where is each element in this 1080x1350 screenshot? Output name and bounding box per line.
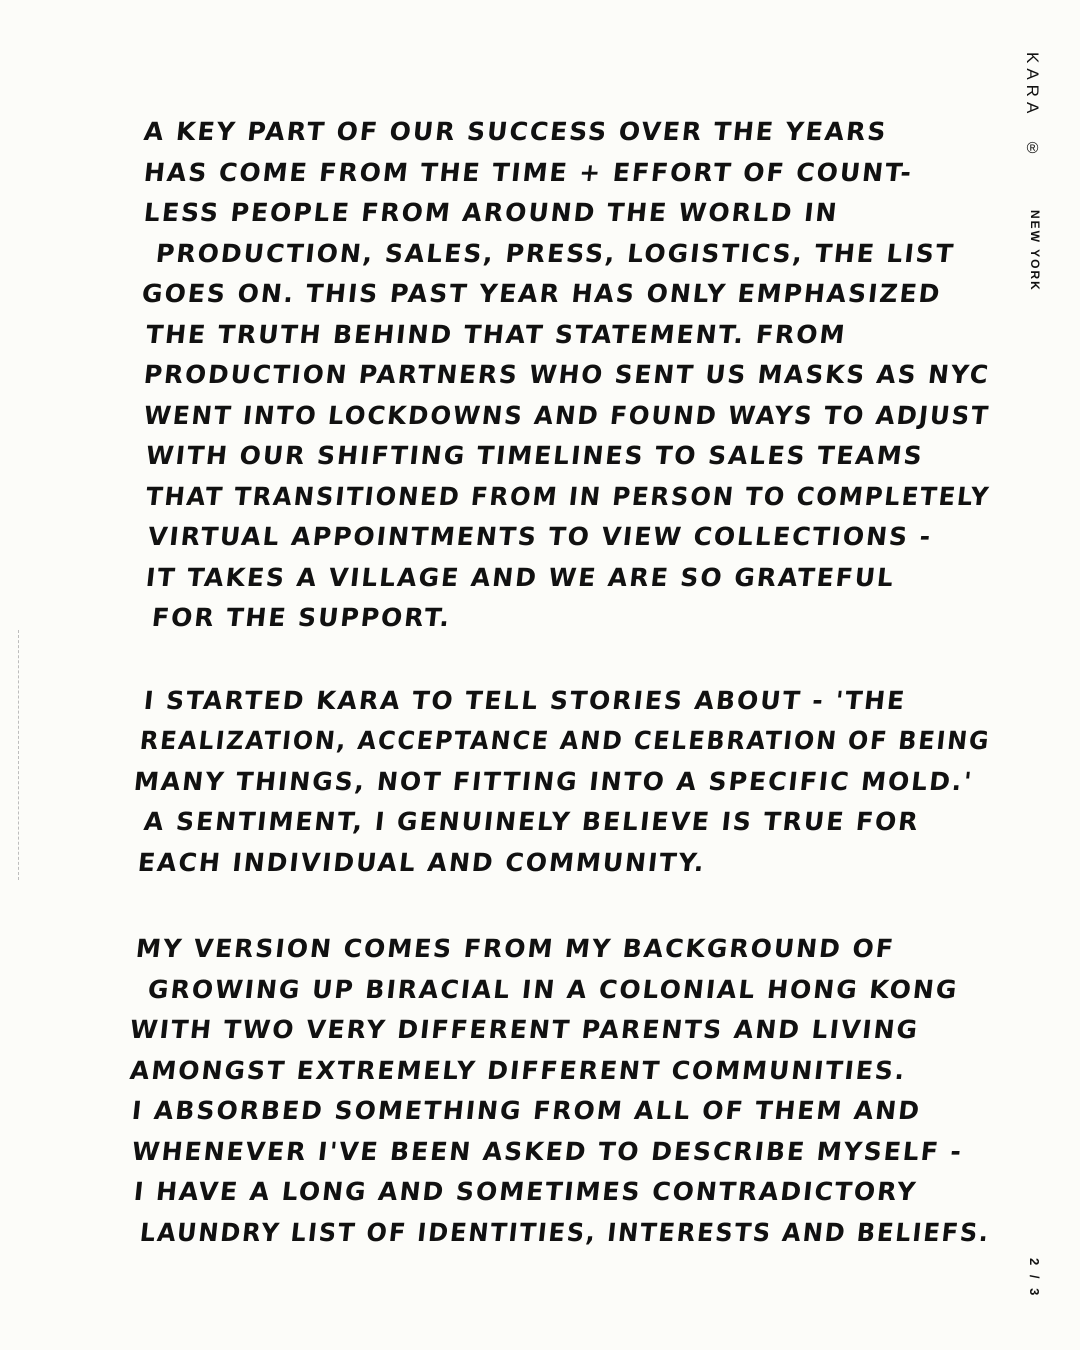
text-line: PRODUCTION PARTNERS WHO SENT US MASKS AS NYC — [142, 360, 992, 389]
brand-name: KARA — [1023, 52, 1042, 119]
text-line: LESS PEOPLE FROM AROUND THE WORLD IN — [142, 198, 841, 227]
page-number: 2 / 3 — [1027, 1258, 1042, 1299]
text-line: A KEY PART OF OUR SUCCESS OVER THE YEARS — [142, 117, 889, 146]
text-line: WITH TWO VERY DIFFERENT PARENTS AND LIVING — [128, 1015, 921, 1044]
text-line: HAS COME FROM THE TIME + EFFORT OF COUNT- — [142, 157, 915, 187]
text-line: THAT TRANSITIONED FROM IN PERSON TO COMPLETELY — [144, 481, 992, 511]
text-line: WENT INTO LOCKDOWNS AND FOUND WAYS TO ADJUST — [142, 400, 992, 430]
handwritten-letter — [128, 112, 993, 1253]
registered-mark: ® — [1024, 140, 1041, 163]
text-line: GOES ON. THIS PAST YEAR HAS ONLY EMPHASIZED — [140, 279, 943, 308]
text-line: VIRTUAL APPOINTMENTS TO VIEW COLLECTIONS - — [146, 522, 934, 551]
text-line: I HAVE A LONG AND SOMETIMES CONTRADICTORY — [132, 1177, 919, 1206]
text-line: IT TAKES A VILLAGE AND WE ARE SO GRATEFUL — [144, 562, 897, 592]
text-line: A SENTIMENT, I GENUINELY BELIEVE IS TRUE FOR — [142, 807, 922, 836]
text-line: REALIZATION, ACCEPTANCE AND CELEBRATION OF BEING — [138, 726, 993, 755]
text-line: MANY THINGS, NOT FITTING INTO A SPECIFIC MOLD.' — [132, 766, 975, 796]
text-line: FOR THE SUPPORT. — [150, 603, 453, 632]
text-line: GROWING UP BIRACIAL IN A COLONIAL HONG KONG — [146, 974, 960, 1004]
text-line: EACH INDIVIDUAL AND COMMUNITY. — [136, 847, 708, 877]
city-label: NEW YORK — [1028, 210, 1042, 292]
text-line: WHENEVER I'VE BEEN ASKED TO DESCRIBE MYSELF - — [130, 1136, 965, 1166]
text-line: MY VERSION COMES FROM MY BACKGROUND OF — [134, 934, 897, 963]
paragraph-3 — [130, 929, 990, 1253]
text-line: I STARTED KARA TO TELL STORIES ABOUT - 'THE — [142, 685, 908, 715]
text-line: LAUNDRY LIST OF IDENTITIES, INTERESTS AND BELIEFS. — [138, 1217, 992, 1247]
paragraph-1 — [130, 112, 990, 639]
text-line: WITH OUR SHIFTING TIMELINES TO SALES TEAMS — [144, 441, 926, 470]
text-line: THE TRUTH BEHIND THAT STATEMENT. FROM — [144, 319, 848, 349]
brand-label — [1022, 52, 1042, 162]
text-line: I ABSORBED SOMETHING FROM ALL OF THEM AND — [130, 1096, 923, 1125]
text-line: AMONGST EXTREMELY DIFFERENT COMMUNITIES. — [128, 1055, 908, 1085]
margin-guide-line — [18, 630, 19, 880]
text-line: PRODUCTION, SALES, PRESS, LOGISTICS, THE LIST — [154, 238, 957, 268]
paragraph-2 — [130, 681, 993, 884]
